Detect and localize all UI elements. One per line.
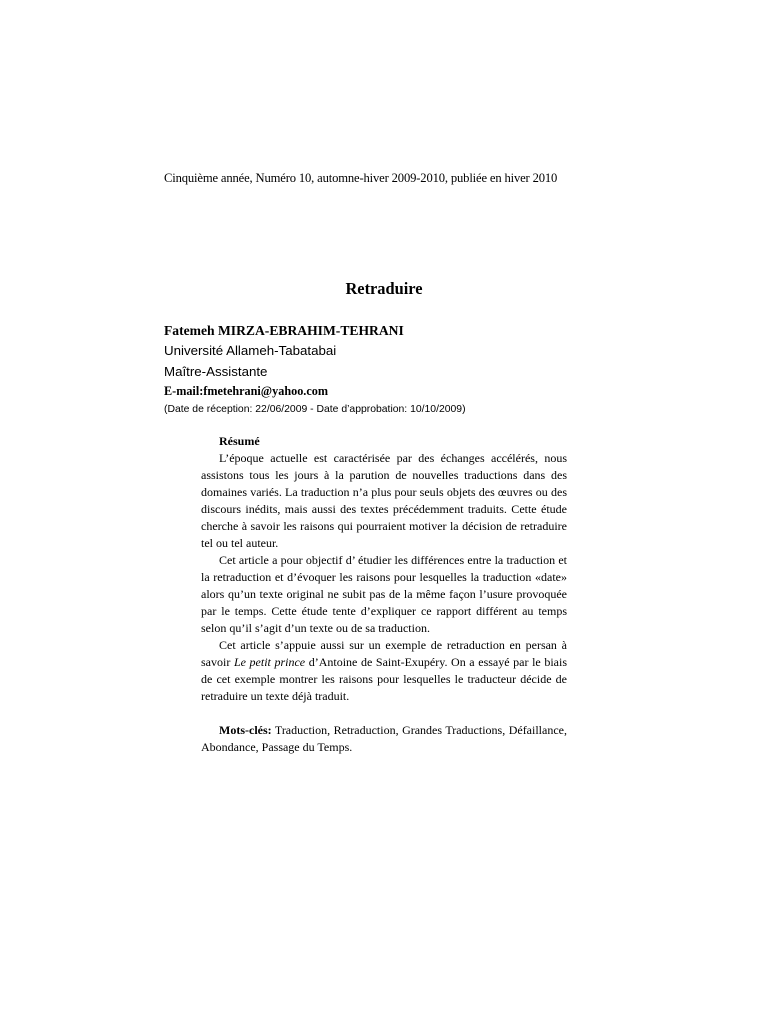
- author-university: Université Allameh-Tabatabai: [164, 343, 337, 358]
- abstract-paragraph: L’époque actuelle est caractérisée par des échanges accélérés, nous assistons tous les jours à la parution de nouvelles traductions dans des domaines variés. La traduction n’a plus pour seuls objets des œuvres ou des discours inédits, mais aussi des textes précédemment traduits. Cette étude cherche à savoir les raisons qui pourraient motiver la décision de retraduire tel ou tel auteur.: [201, 451, 567, 550]
- keywords-label: Mots-clés:: [219, 723, 272, 737]
- article-title: Retraduire: [345, 279, 423, 298]
- abstract-heading-text: Résumé: [219, 434, 260, 448]
- keywords-text: Traduction, Retraduction, Grandes Traductions, Défaillance, Abondance, Passage du Temps.: [201, 723, 567, 754]
- book-title: Le petit prince: [233, 655, 306, 669]
- abstract-heading: [201, 433, 567, 450]
- abstract-section: [201, 433, 567, 756]
- author-position: Maître-Assistante: [164, 364, 268, 379]
- author-email: E-mail:fmetehrani@yahoo.com: [164, 384, 328, 398]
- author-name: Fatemeh MIRZA-EBRAHIM-TEHRANI: [164, 323, 404, 338]
- keywords: [201, 722, 567, 756]
- journal-header: Cinquième année, Numéro 10, automne-hiver 2009-2010, publiée en hiver 2010: [164, 171, 558, 185]
- abstract-paragraph: [201, 637, 567, 705]
- abstract-paragraph-text: d’Antoine de Saint-Exupéry. On a essayé par le biais de cet exemple montrer les raisons pour lesquelles le traducteur décide de retraduire un texte déjà traduit.: [201, 655, 568, 703]
- submission-dates: (Date de réception: 22/06/2009 - Date d’approbation: 10/10/2009): [164, 404, 466, 415]
- author-block: [164, 321, 584, 419]
- abstract-paragraph-text: Cet article s’appuie aussi sur un exemple de retraduction en persan à savoir: [201, 638, 567, 669]
- abstract-paragraph: Cet article a pour objectif d’ étudier les différences entre la traduction et la retraduction et d’évoquer les raisons pour lesquelles la traduction «date» alors qu’un texte original ne subit pas de la même façon l’usure provoquée par le temps. Cette étude tente d’expliquer ce rapport différent au temps selon qu’il s’agit d’un texte ou de sa traduction.: [201, 553, 567, 635]
